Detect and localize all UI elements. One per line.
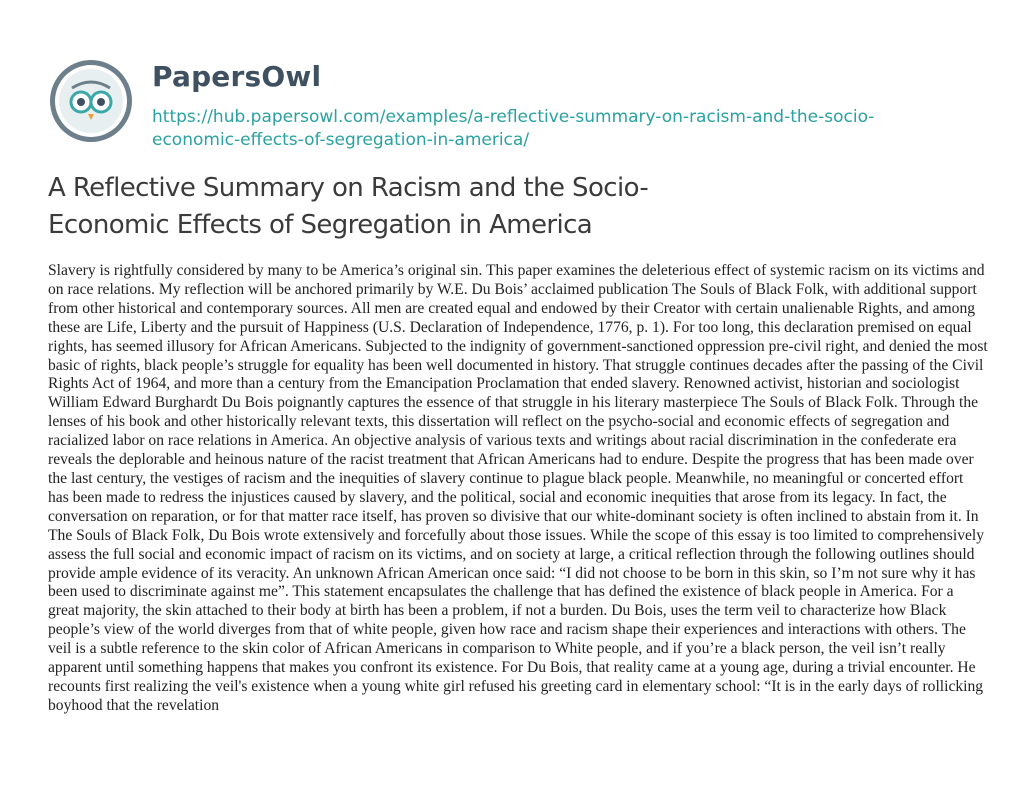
essay-body: Slavery is rightfully considered by many to be America’s original sin. This paper examines the deleterious effect of systemic racism on its victims and on race relations. My reflection will be anchored primarily by W.E. Du Bois’ acclaimed publication The Souls of Black Folk, with additional support from other historical and contemporary sources. All men are created equal and endowed by their Creator with certain unalienable Rights, and among these are Life, Liberty and the pursuit of Happiness (U.S. Declaration of Independence, 1776, p. 1). For too long, this declaration premised on equal rights, has seemed illusory for African Americans. Subjected to the indignity of government-sanctioned oppression pre-civil right, and denied the most basic of rights, black people’s struggle for equality has been well documented in history. That struggle continues decades after the passing of the Civil Rights Act of 1964, and more than a century from the Emancipation Proclamation that ended slavery. Renowned activist, historian and sociologist William Edward Burghardt Du Bois poignantly captures the essence of that struggle in his literary masterpiece The Souls of Black Folk. Through the lenses of his book and other historically relevant texts, this dissertation will reflect on the psycho-social and economic effects of segregation and racialized labor on race relations in America. An objective analysis of various texts and writings about racial discrimination in the confederate era reveals the deplorable and heinous nature of the racist treatment that African Americans had to endure. Despite the progress that has been made over the last century, the vestiges of racism and the inequities of slavery continue to plague black people. Meanwhile, no meaningful or concerted effort has been made to redress the injustices caused by slavery, and the political, social and economic inequities that arose from its legacy. In fact, the conversation on reparation, or for that matter race itself, has proven so divisive that our white-dominant society is often inclined to abstain from it. In The Souls of Black Folk, Du Bois wrote extensively and forcefully about those issues. While the scope of this essay is too limited to comprehensively assess the full social and economic impact of racism on its victims, and on society at large, a critical reflection through the following outlines should provide ample evidence of its veracity. An unknown African American once said: “I did not choose to be born in this skin, so I’m not sure why it has been used to discriminate against me”. This statement encapsulates the challenge that has defined the existence of black people in America. For a great majority, the skin attached to their body at birth has been a problem, if not a burden. Du Bois, uses the term veil to characterize how Black people’s view of the world diverges from that of white people, given how race and racism shape their experiences and interactions with others. The veil is a subtle reference to the skin color of African Americans in comparison to White people, and if you’re a black person, the veil isn’t really apparent until something happens that makes you confront its existence. For Du Bois, that reality came at a young age, during a trivial encounter. He recounts first realizing the veil's existence when a young white girl refused his greeting card in elementary school: “It is in the early days of rollicking boyhood that the revelation: [48, 262, 988, 714]
owl-icon: [48, 58, 134, 144]
brand-name[interactable]: PapersOwl: [152, 60, 322, 93]
source-url-line-2[interactable]: economic-effects-of-segregation-in-america/: [152, 130, 530, 150]
source-url-link[interactable]: [152, 106, 912, 152]
essay-title-line-2: Economic Effects of Segregation in America: [48, 210, 593, 240]
essay-title: [48, 170, 698, 244]
essay-title-line-1: A Reflective Summary on Racism and the Socio-: [48, 173, 649, 203]
source-url-line-1[interactable]: https://hub.papersowl.com/examples/a-reflective-summary-on-racism-and-the-socio-: [152, 107, 875, 127]
